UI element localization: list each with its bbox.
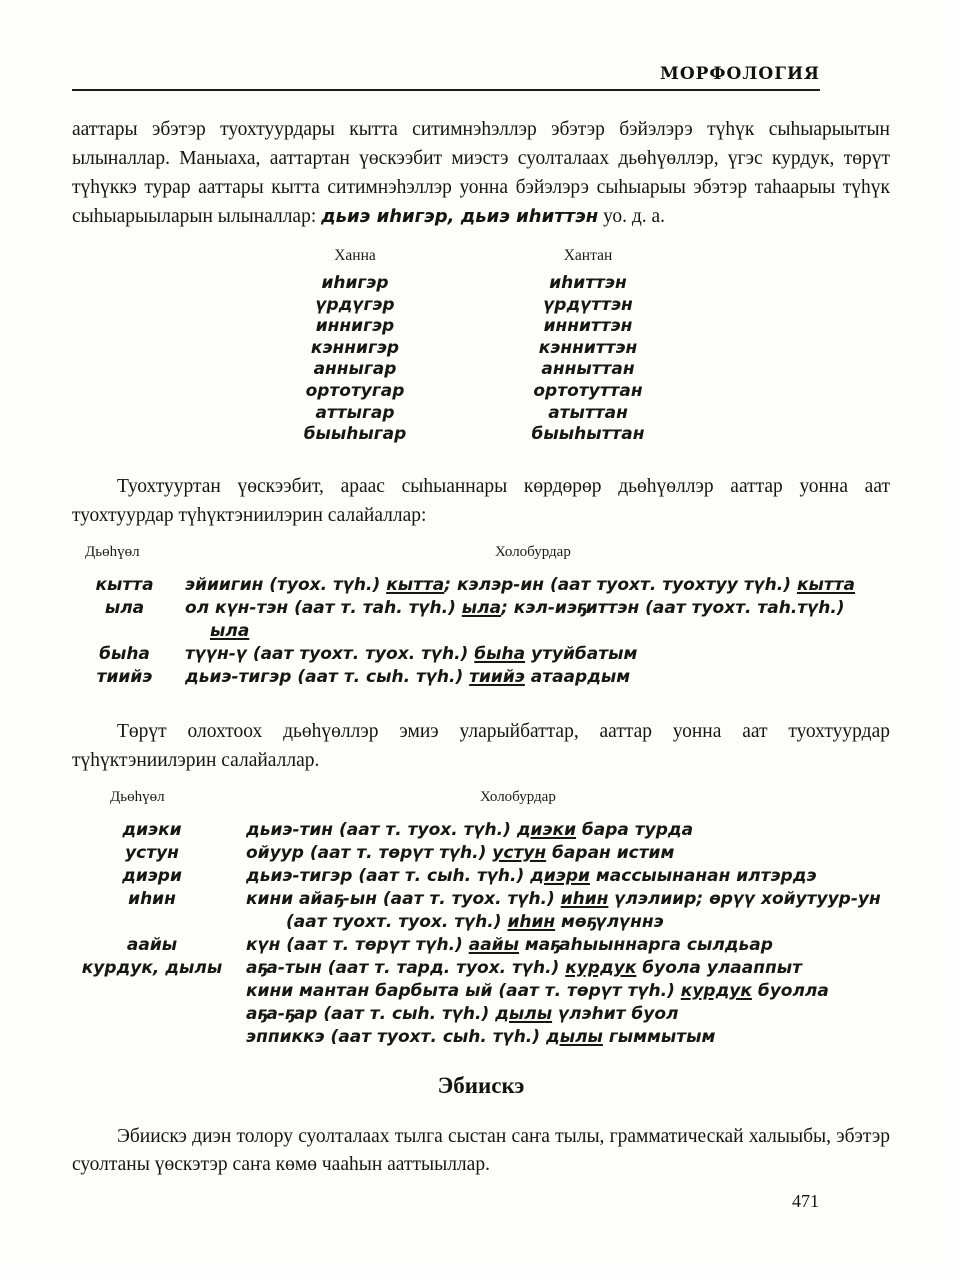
intro-paragraph xyxy=(72,115,890,231)
term-cell: курдук, дылы xyxy=(81,957,223,978)
term-cell: аайы xyxy=(126,934,178,955)
example-row xyxy=(72,643,890,666)
example-text: массыынанан илтэрдэ xyxy=(589,865,817,886)
case-table-row xyxy=(245,403,890,425)
case-table-cell: үрдүттэн xyxy=(543,294,633,315)
example-text: мөҕүлүннэ xyxy=(555,911,664,932)
case-table-cell: иһигэр xyxy=(321,273,389,293)
postposition-table-1-rows xyxy=(72,574,890,689)
example-cell xyxy=(246,888,890,934)
example-text: ыла xyxy=(461,597,502,618)
example-text: ойуур (аат т. төрүт түһ.) xyxy=(246,842,493,863)
example-text: ыла xyxy=(210,620,250,641)
example-cell xyxy=(246,842,890,865)
col-header-term: Дьөһүөл xyxy=(85,543,140,560)
example-line xyxy=(246,911,890,934)
example-row xyxy=(72,597,890,643)
case-table-row xyxy=(245,359,890,381)
example-line xyxy=(185,574,890,597)
case-table-cell: быыһыгар xyxy=(303,424,407,445)
example-text: иһин xyxy=(507,911,556,932)
case-table-cell: анныгар xyxy=(313,359,397,380)
example-line xyxy=(185,597,890,620)
case-table-cell: кэнниттэн xyxy=(538,337,638,358)
col-header-examples: Холобурдар xyxy=(480,788,556,805)
example-cell xyxy=(185,666,890,689)
term-cell: диэри xyxy=(122,865,182,886)
case-table-row xyxy=(245,295,890,317)
example-row xyxy=(72,934,890,957)
example-line xyxy=(246,842,890,865)
example-text: тиийэ xyxy=(469,666,525,687)
example-text: үлэлиир; өрүү хойутуур-ун xyxy=(608,888,881,909)
case-table-row xyxy=(245,316,890,338)
section-heading: Эбиискэ xyxy=(437,1072,525,1098)
example-row xyxy=(72,819,890,842)
case-table-cell: анныттан xyxy=(541,359,635,380)
example-cell xyxy=(246,865,890,888)
example-text: (аат туохт. туох. түһ.) xyxy=(286,911,508,932)
example-text: утуйбатым xyxy=(525,643,638,664)
case-table-cell: аттыгар xyxy=(315,402,395,423)
postposition-table-2 xyxy=(72,789,890,1049)
postposition-table-2-header xyxy=(72,789,890,811)
header-rule xyxy=(72,89,820,91)
example-text: ; кэлэр-ин (аат туохт. туохтуу түһ.) xyxy=(444,574,797,595)
case-table-row xyxy=(245,338,890,360)
example-line xyxy=(246,888,890,911)
example-cell xyxy=(246,957,890,1049)
intro-tail: уо. д. а. xyxy=(598,206,666,227)
example-line xyxy=(185,620,890,643)
example-text: кытта xyxy=(796,574,856,595)
example-text: буолла xyxy=(751,980,829,1001)
example-text: аайы xyxy=(468,934,519,955)
case-table-row xyxy=(245,424,890,446)
example-cell xyxy=(185,597,890,643)
term-cell: кытта xyxy=(95,574,154,595)
col-header-term: Дьөһүөл xyxy=(110,788,165,805)
intro-text: ааттары эбэтэр туохтуурдары кытта ситимнэһэллэр эбэтэр бэйэлэрэ түһүк сыһыарыытын ылыналлар. Маныаха, ааттартан үөскээбит миэстэ суолталаах дьөһүөллэр, үгэс курдук, төрүт түһүккэ турар ааттары кытта ситимнэһэллэр уонна бэйэлэрэ сыһыарыы эбэтэр таһаарыы түһүк сыһыарыыларын ылыналлар: xyxy=(72,119,890,227)
example-text: маҕаһыыннарга сылдьар xyxy=(518,934,773,955)
term-cell: быһа xyxy=(99,643,150,664)
example-text: иһин xyxy=(560,888,609,909)
example-row xyxy=(72,865,890,888)
term-cell: устун xyxy=(125,842,179,863)
example-line xyxy=(246,980,890,1003)
case-table-rows xyxy=(245,273,890,446)
example-text: буола улааппыт xyxy=(636,957,802,978)
example-text: эйиигин (туох. түһ.) xyxy=(185,574,387,595)
running-header: МОРФОЛОГИЯ xyxy=(660,64,820,84)
term-cell: диэки xyxy=(122,819,182,840)
case-table-cell: ортотугар xyxy=(305,380,405,401)
verbs-paragraph: Туохтууртан үөскээбит, араас сыһыаннары көрдөрөр дьөһүөллэр ааттар уонна аат туохтуурдар түһүктэниилэрин салайаллар: xyxy=(72,475,890,526)
case-table-cell: иннигэр xyxy=(315,316,395,337)
example-row xyxy=(72,842,890,865)
postposition-table-1-header xyxy=(72,544,890,566)
case-table-col-hantan: Хантан xyxy=(563,247,613,264)
example-text: бара турда xyxy=(575,819,694,840)
case-table-header xyxy=(245,247,890,265)
postposition-table-2-rows xyxy=(72,819,890,1049)
example-line xyxy=(246,957,890,980)
example-text: дылы xyxy=(495,1003,553,1024)
case-table-col-hanna: Ханна xyxy=(334,247,376,264)
case-table-cell: иһиттэн xyxy=(549,273,627,293)
case-table-cell: быыһыттан xyxy=(531,424,645,445)
example-line xyxy=(185,666,890,689)
example-cell xyxy=(185,574,890,597)
example-text: устун xyxy=(492,842,547,863)
case-table xyxy=(245,247,890,446)
example-text: диэки xyxy=(516,819,576,840)
page-number: 471 xyxy=(792,1190,819,1211)
example-line xyxy=(246,819,890,842)
term-cell: тиийэ xyxy=(96,666,153,687)
example-text: курдук xyxy=(565,957,637,978)
example-text: курдук xyxy=(680,980,752,1001)
example-text: кини айаҕ-ын (аат т. туох. түһ.) xyxy=(246,888,561,909)
example-text: диэри xyxy=(530,865,590,886)
example-text: кини мантан барбыта ый (аат т. төрүт түһ.) xyxy=(246,980,681,1001)
example-row xyxy=(72,888,890,934)
case-table-cell: кэннигэр xyxy=(310,337,400,358)
case-table-cell: атыттан xyxy=(548,402,628,423)
example-row xyxy=(72,957,890,1049)
intro-example-italic: дьиэ иһигэр, дьиэ иһиттэн xyxy=(321,206,599,227)
example-text: дьиэ-тин (аат т. туох. түһ.) xyxy=(246,819,517,840)
example-text: эппиккэ (аат туохт. сыһ. түһ.) xyxy=(246,1026,546,1047)
example-cell xyxy=(246,934,890,957)
example-line xyxy=(246,1003,890,1026)
case-table-row xyxy=(245,381,890,403)
case-table-row xyxy=(245,273,890,295)
example-line xyxy=(246,865,890,888)
example-cell xyxy=(185,643,890,666)
example-text: аҕа-тын (аат т. тард. туох. түһ.) xyxy=(246,957,566,978)
example-text: дылы xyxy=(545,1026,603,1047)
section-paragraph: Эбиискэ диэн толору суолталаах тылга сыстан саҥа тылы, грамматическай халыыбы, эбэтэр суолтаны үөскэтэр саҥа көмө чааһын ааттыыллар. xyxy=(72,1125,890,1175)
example-row xyxy=(72,574,890,597)
term-cell: иһин xyxy=(128,888,176,909)
example-line xyxy=(185,643,890,666)
example-text: ; кэл-иэҕиттэн (аат туохт. таһ.түһ.) xyxy=(501,597,845,618)
example-text: гыммытым xyxy=(602,1026,716,1047)
term-cell: ыла xyxy=(104,597,145,618)
case-table-cell: үрдүгэр xyxy=(315,294,395,315)
example-text: быһа xyxy=(474,643,526,664)
example-text: үлэһит буол xyxy=(552,1003,679,1024)
example-line xyxy=(246,934,890,957)
example-text: түүн-ү (аат туохт. туох. түһ.) xyxy=(185,643,475,664)
root-paragraph: Төрүт олохтоох дьөһүөллэр эмиэ уларыйбаттар, ааттар уонна аат туохтуурдар түһүктэниилэрин салайаллар. xyxy=(72,720,890,771)
example-text: күн (аат т. төрүт түһ.) xyxy=(246,934,469,955)
example-text: ол күн-тэн (аат т. таһ. түһ.) xyxy=(185,597,462,618)
example-line xyxy=(246,1026,890,1049)
example-text: аҕа-ҕар (аат т. сыһ. түһ.) xyxy=(246,1003,496,1024)
postposition-table-1 xyxy=(72,544,890,689)
example-text: баран истим xyxy=(546,842,675,863)
case-table-cell: ортотуттан xyxy=(533,380,643,401)
col-header-examples: Холобурдар xyxy=(495,543,571,560)
example-text: кытта xyxy=(386,574,445,595)
example-text: дьиэ-тигэр (аат т. сыһ. түһ.) xyxy=(185,666,470,687)
example-text: дьиэ-тигэр (аат т. сыһ. түһ.) xyxy=(246,865,531,886)
example-text: атаардым xyxy=(524,666,631,687)
case-table-cell: инниттэн xyxy=(543,316,633,337)
example-row xyxy=(72,666,890,689)
example-cell xyxy=(246,819,890,842)
